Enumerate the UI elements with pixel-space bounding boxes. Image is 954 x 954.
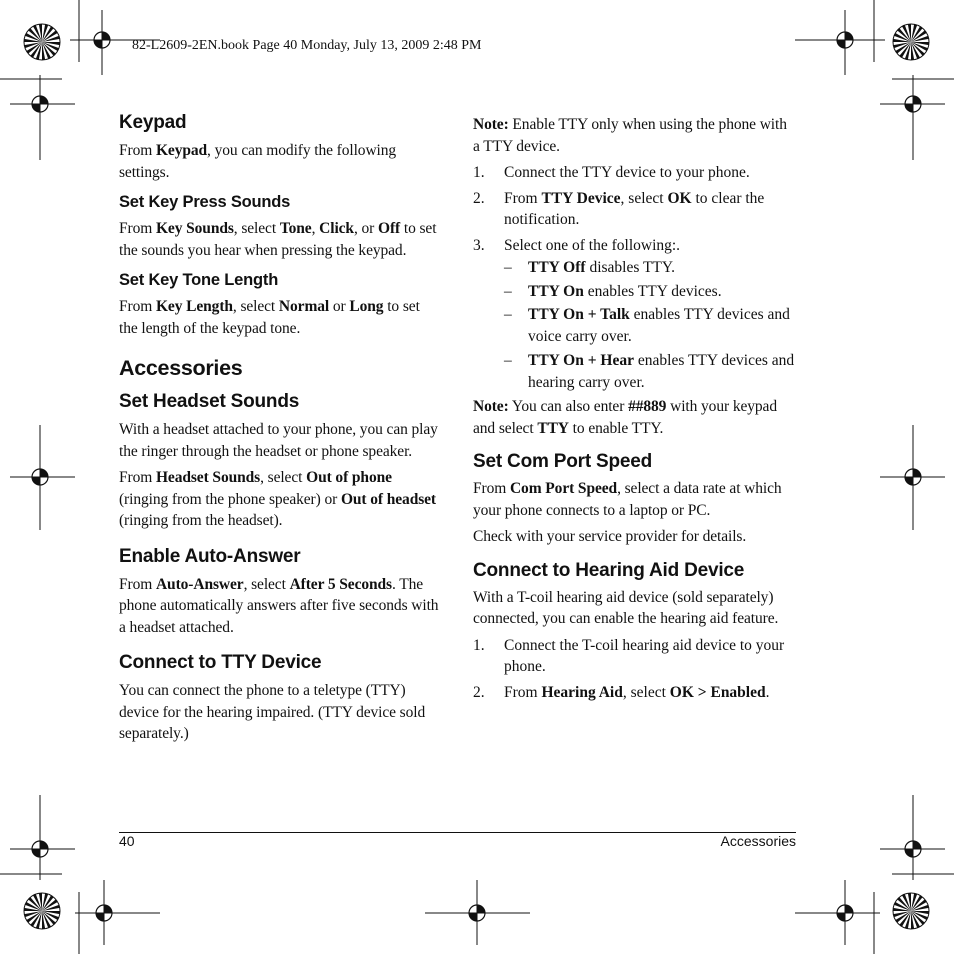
com-port-p1: From Com Port Speed, select a data rate at which your phone connects to a laptop or PC.: [473, 480, 782, 519]
list-item: 1. Connect the TTY device to your phone.: [473, 164, 750, 181]
list-item: 1. Connect the T-coil hearing aid device to your phone.: [473, 636, 785, 675]
tty-steps: [473, 162, 795, 256]
note-tty-only: Note: Enable TTY only when using the phone with a TTY device.: [473, 116, 787, 155]
right-column: [473, 114, 795, 703]
note-889: Note: You can also enter ##889 with your keypad and select TTY to enable TTY.: [473, 398, 777, 437]
tty-options: [473, 257, 795, 393]
hearing-aid-steps: [473, 635, 795, 704]
key-press-text: From Key Sounds, select Tone, Click, or Off to set the sounds you hear when pressing the keypad.: [119, 220, 437, 259]
heading-accessories: Accessories: [119, 356, 243, 380]
list-item: – TTY On + Talk enables TTY devices and voice carry over.: [504, 306, 790, 345]
hearing-aid-p1: With a T-coil hearing aid device (sold separately) connected, you can enable the hearing aid feature.: [473, 588, 779, 627]
left-column: [119, 112, 441, 745]
auto-answer-text: From Auto-Answer, select After 5 Seconds. The phone automatically answers after five seconds with a headset attached.: [119, 575, 439, 636]
heading-key-press-sounds: Set Key Press Sounds: [119, 193, 291, 211]
heading-hearing-aid: Connect to Hearing Aid Device: [473, 559, 745, 581]
list-item: 2. From Hearing Aid, select OK > Enabled.: [473, 683, 770, 701]
heading-set-headset-sounds: Set Headset Sounds: [119, 391, 300, 412]
heading-connect-tty: Connect to TTY Device: [119, 652, 322, 673]
com-port-p2: Check with your service provider for details.: [473, 528, 747, 545]
footer-section-title: Accessories: [720, 833, 796, 849]
page-number: 40: [119, 833, 135, 849]
list-item: – TTY On + Hear enables TTY devices and hearing carry over.: [504, 352, 795, 391]
keypad-intro: From Keypad, you can modify the following settings.: [119, 142, 397, 181]
footer-rule: [119, 832, 796, 833]
list-item: 3. Select one of the following:.: [473, 236, 681, 254]
list-item: 2. From TTY Device, select OK to clear the notification.: [473, 189, 765, 228]
heading-keypad: Keypad: [119, 112, 187, 133]
key-tone-text: From Key Length, select Normal or Long to set the length of the keypad tone.: [119, 298, 420, 337]
tty-text: You can connect the phone to a teletype (TTY) device for the hearing impaired. (TTY device sold separately.): [119, 682, 426, 742]
list-item: – TTY On enables TTY devices.: [504, 282, 722, 300]
headset-p2: From Headset Sounds, select Out of phone (ringing from the phone speaker) or Out of headset (ringing from the headset).: [119, 469, 436, 529]
slug-line: 82-L2609-2EN.book Page 40 Monday, July 13, 2009 2:48 PM: [132, 38, 482, 53]
heading-com-port-speed: Set Com Port Speed: [473, 451, 653, 472]
list-item: – TTY Off disables TTY.: [504, 259, 675, 276]
headset-p1: With a headset attached to your phone, you can play the ringer through the headset or phone speaker.: [119, 421, 438, 460]
heading-enable-auto-answer: Enable Auto-Answer: [119, 545, 301, 567]
heading-key-tone-length: Set Key Tone Length: [119, 271, 279, 289]
